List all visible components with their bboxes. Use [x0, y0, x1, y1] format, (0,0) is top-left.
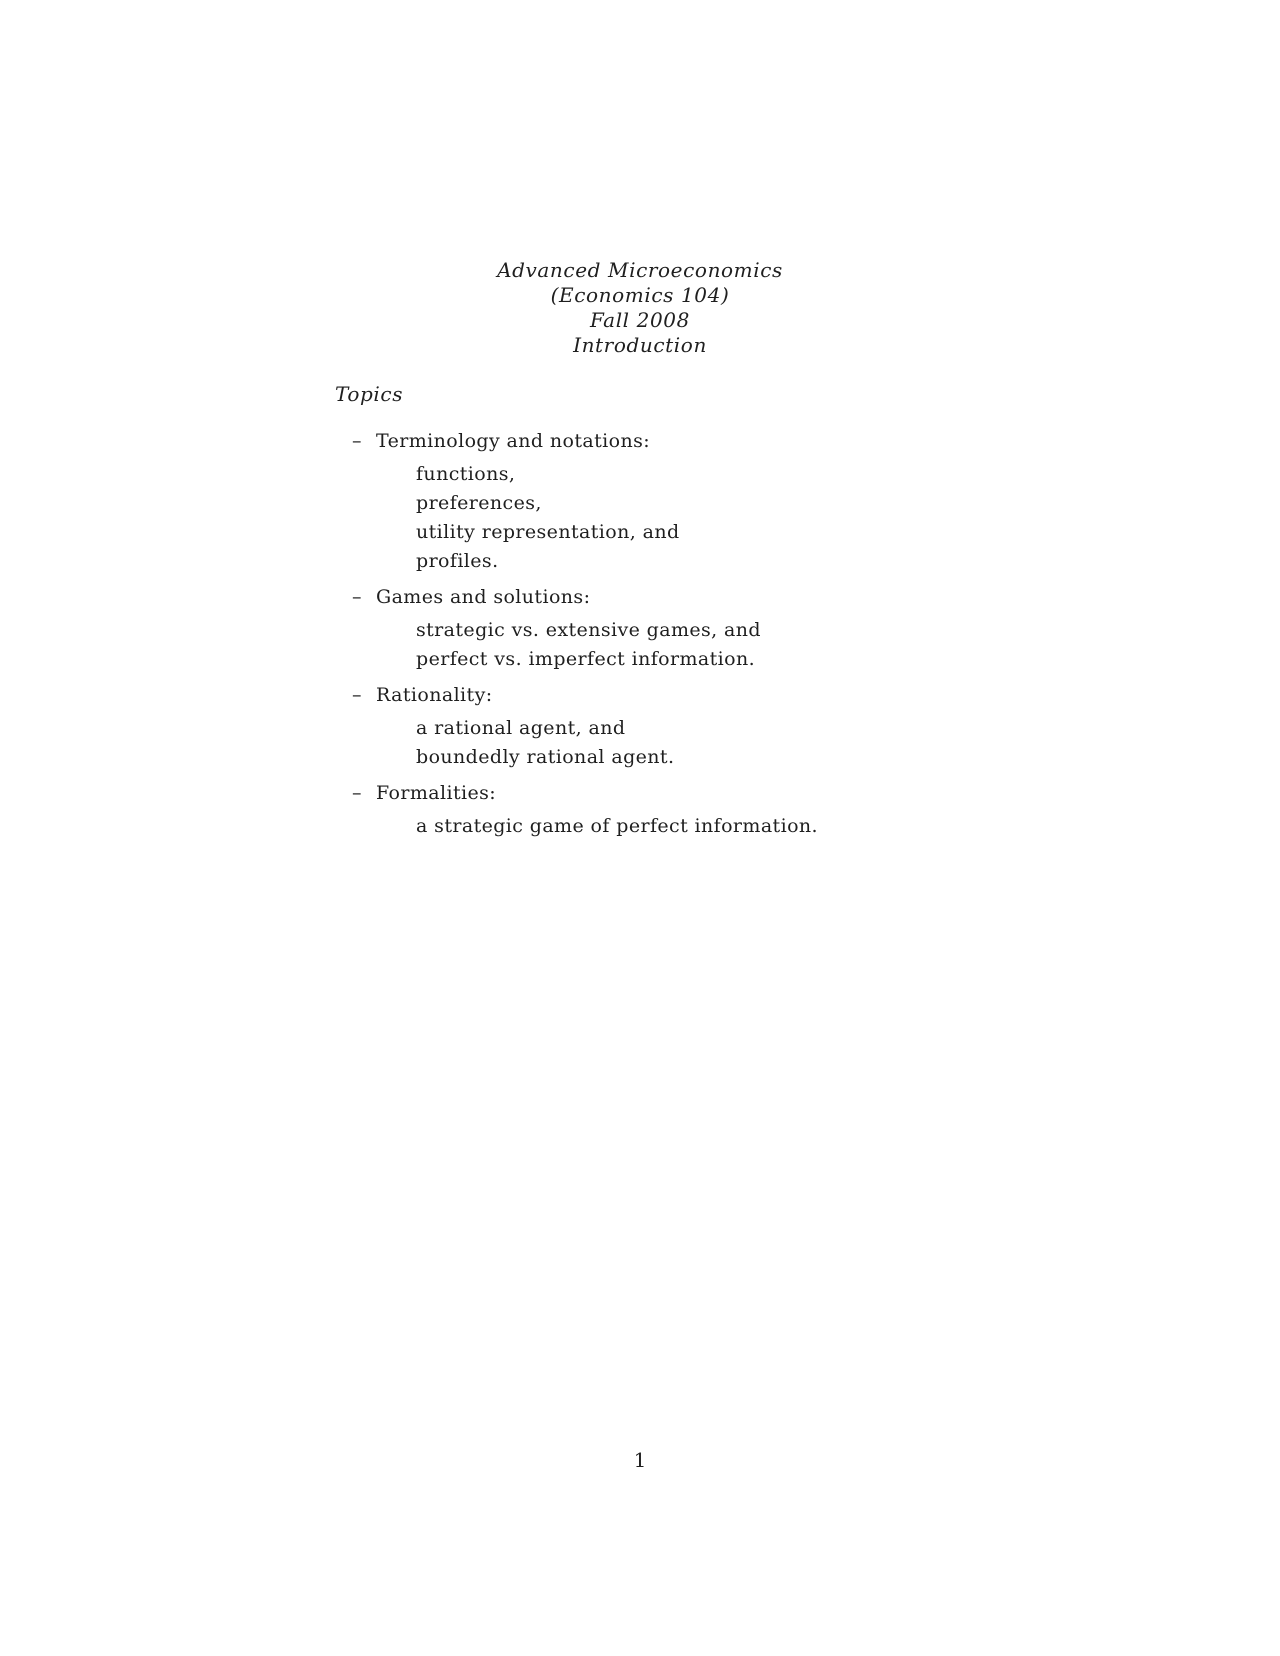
dash-bullet: – — [352, 430, 362, 452]
subtopic-item: boundedly rational agent. — [416, 746, 675, 768]
title-block — [0, 258, 1280, 358]
subtopic-item: profiles. — [416, 550, 499, 572]
subtopic-item: preferences, — [416, 492, 542, 514]
course-code: (Economics 104) — [550, 283, 730, 307]
subtopic-item: utility representation, and — [416, 521, 680, 543]
subtopic-item: a strategic game of perfect information. — [416, 815, 818, 837]
topic-item — [352, 680, 1052, 772]
topic-label: Formalities: — [376, 782, 497, 804]
lecture-title: Introduction — [573, 333, 707, 357]
topic-label: Games and solutions: — [376, 586, 591, 608]
subtopic-item: functions, — [416, 463, 516, 485]
subtopic-item: a rational agent, and — [416, 717, 626, 739]
topic-head — [352, 778, 1052, 808]
topic-item — [352, 426, 1052, 576]
topic-item — [352, 778, 1052, 841]
course-term: Fall 2008 — [590, 308, 690, 332]
dash-bullet: – — [352, 684, 362, 706]
dash-bullet: – — [352, 586, 362, 608]
subtopic-list — [416, 616, 1052, 674]
section-heading: Topics — [335, 382, 404, 406]
topic-item — [352, 582, 1052, 674]
subtopic-list — [416, 714, 1052, 772]
subtopic-item: strategic vs. extensive games, and — [416, 619, 761, 641]
subtopic-item: perfect vs. imperfect information. — [416, 648, 756, 670]
dash-bullet: – — [352, 782, 362, 804]
topic-list — [352, 426, 1052, 847]
course-title: Advanced Microeconomics — [497, 258, 783, 282]
topic-label: Terminology and notations: — [376, 430, 651, 452]
page-number: 1 — [633, 1448, 647, 1472]
subtopic-list — [416, 812, 1052, 841]
topic-head — [352, 582, 1052, 612]
subtopic-list — [416, 460, 1052, 576]
topic-head — [352, 680, 1052, 710]
topic-label: Rationality: — [376, 684, 493, 706]
topic-head — [352, 426, 1052, 456]
